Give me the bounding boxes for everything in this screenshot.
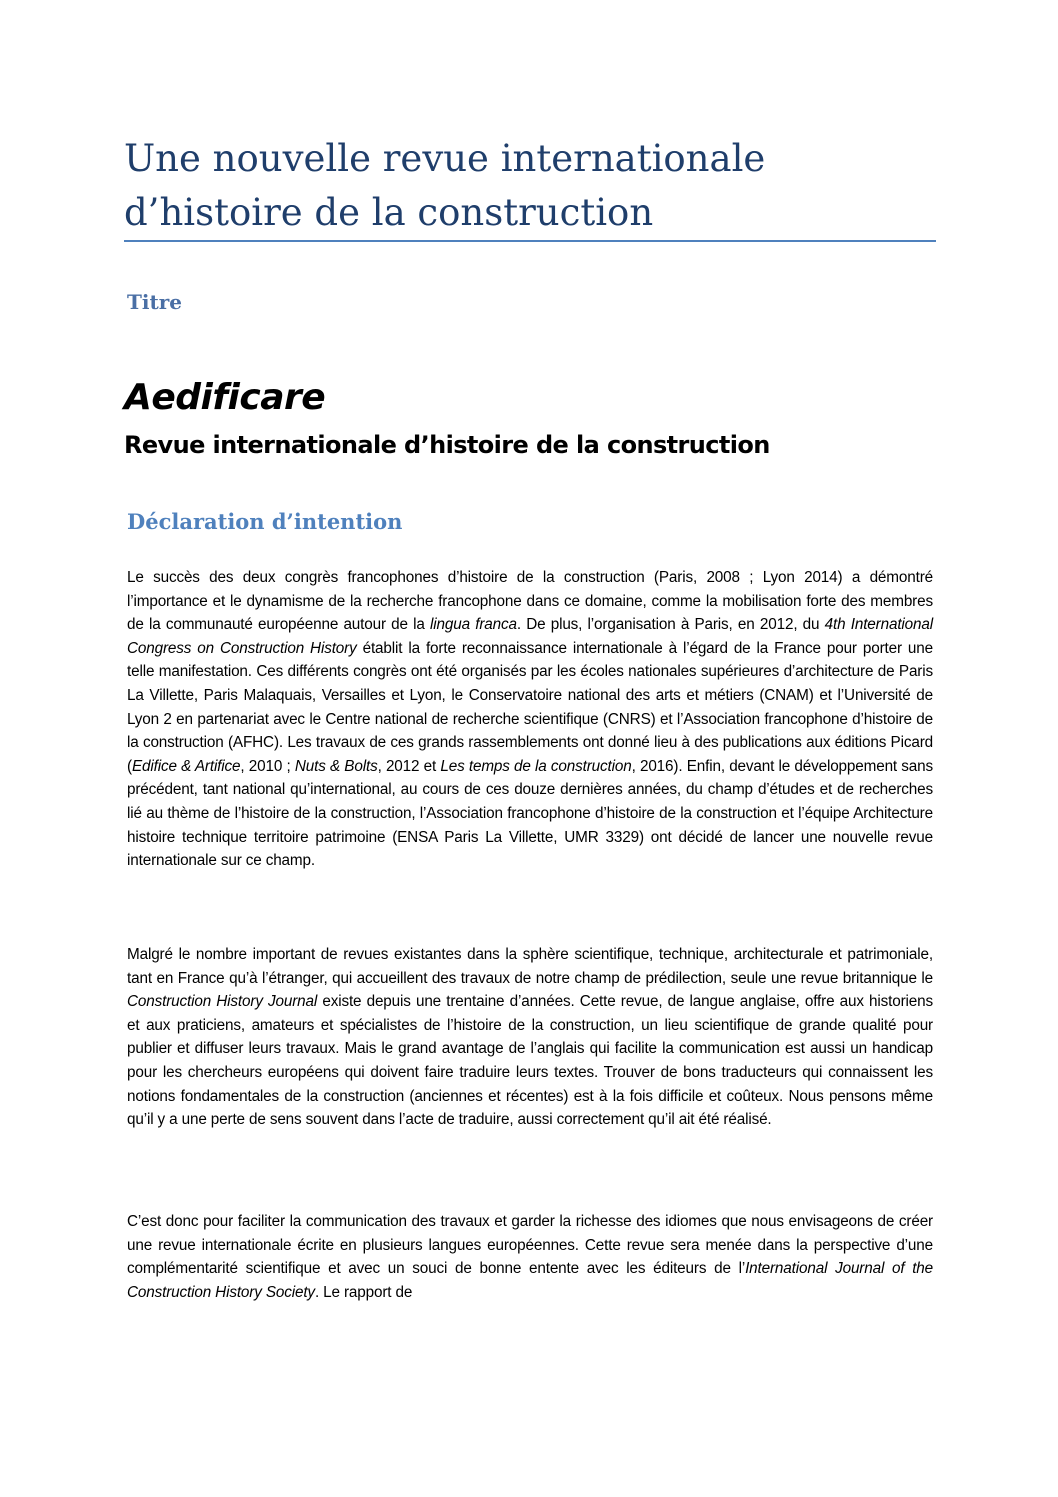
italic-title: 4th International Congress on Construction History xyxy=(127,616,933,657)
title-underline-rule xyxy=(124,240,936,242)
italic-title: International Journal of the Construction History Society xyxy=(127,1260,934,1301)
body-paragraph: Malgré le nombre important de revues existantes dans la sphère scientifique, technique, architecturale et patrimoniale, tant en France qu’à l’étranger, qui accueillent des travaux de notre champ de prédilection, seule une revue britannique le Construction History Journal existe depuis une trentaine d’années. Cette revue, de langue anglaise, offre aux historiens et aux praticiens, amateurs et spécialistes de l’histoire de la construction, un lieu scientifique de grande qualité pour publier et diffuser leurs travaux. Mais le grand avantage de l’anglais qui facilite la communication est aussi un handicap pour les chercheurs européens qui doivent faire traduire leurs textes. Trouver de bons traducteurs qui connaissent les notions fondamentales de la construction (anciennes et récentes) est à la fois difficile et coûteux. Nous pensons même qu’il y a une perte de sens souvent dans l’acte de traduire, aussi correctement qu’il ait été réalisé. xyxy=(127,946,934,1129)
journal-subtitle: Revue internationale d’histoire de la construction xyxy=(124,431,770,459)
journal-name: Aedificare xyxy=(124,377,326,418)
body-paragraph: Le succès des deux congrès francophones d’histoire de la construction (Paris, 2008 ; Lyon 2014) a démontré l’importance et le dynamisme de la recherche francophone dans ce domaine, comme la mobilisation forte des membres de la communauté européenne autour de la lingua franca. De plus, l’organisation à Paris, en 2012, du 4th International Congress on Construction History établit la forte reconnaissance internationale à l’égard de la France pour porter une telle manifestation. Ces différents congrès ont été organisés par les écoles nationales supérieures d’architecture de Paris La Villette, Paris Malaquais, Versailles et Lyon, le Conservatoire national des arts et métiers (CNAM) et l’Université de Lyon 2 en partenariat avec le Centre national de recherche scientifique (CNRS) et l’Association francophone d’histoire de la construction (AFHC). Les travaux de ces grands rassemblements ont donné lieu à des publications aux éditions Picard (Edifice & Artifice, 2010 ; Nuts & Bolts, 2012 et Les temps de la construction, 2016). Enfin, devant le développement sans précédent, tant national qu’international, au cours de ces douze dernières années, du champ d’études et de recherches lié au thème de l’histoire de la construction, l’Association francophone d’histoire de la construction et l’équipe Architecture histoire technique territoire patrimoine (ENSA Paris La Villette, UMR 3329) ont décidé de lancer une nouvelle revue internationale sur ce champ. xyxy=(127,569,934,870)
document-title xyxy=(124,132,936,240)
italic-title: Nuts & Bolts xyxy=(294,757,378,775)
italic-title: Edifice & Artifice xyxy=(131,757,241,775)
italic-title: Les temps de la construction xyxy=(440,757,632,775)
section-heading: Déclaration d’intention xyxy=(127,509,403,534)
titre-label: Titre xyxy=(127,290,182,314)
italic-title: lingua franca xyxy=(430,616,517,634)
body-paragraph: C’est donc pour faciliter la communication des travaux et garder la richesse des idiomes que nous envisageons de créer une revue internationale écrite en plusieurs langues européennes. Cette revue sera menée dans la perspective d’une complémentarité scientifique et avec un souci de bonne entente avec les éditeurs de l’International Journal of the Construction History Society. Le rapport de xyxy=(127,1213,934,1301)
document-title-line-2: d’histoire de la construction xyxy=(124,191,654,234)
document-title-line-1: Une nouvelle revue internationale xyxy=(124,137,766,180)
italic-title: Construction History Journal xyxy=(127,993,318,1011)
